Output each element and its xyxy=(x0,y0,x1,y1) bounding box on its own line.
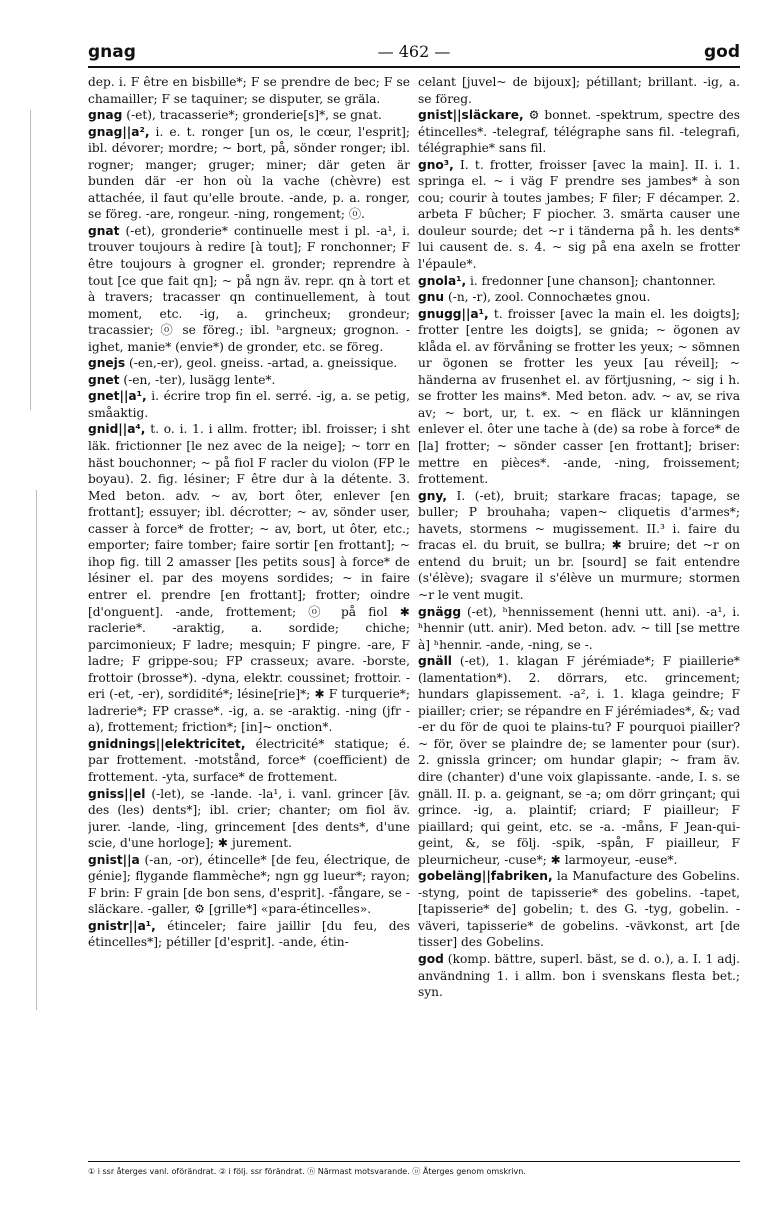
entry: gnägg (-et), ʰhennissement (henni utt. ani). -a¹, i. ʰhennir (utt. anir). Med beton. adv. ~ till [se mettre à] ʰhennir. -ande, -ning, se -. xyxy=(418,604,740,652)
headword: gnag xyxy=(88,108,123,123)
entry: gnugg||a¹, t. froisser [avec la main el. les doigts]; frotter [entre les doigts], se gnida; ~ ögonen av klåda el. av förvåning se frotter les yeux; ~ sömnen ur ögonen se frotter les yeux [au réveil]; ~ händerna av frusenhet el. av förtjusning, ~ sig i h. se frotter les mains*. Med beton. adv. ~ av, se riva av; ~ bort, ur, t. ex. ~ en fläck ur klänningen enlever el. ôter une tache à (de) sa robe à force* de [la] frotter; ~ sönder casser [en frottant]; briser: mettre en pièces*. -ande, -ning, froissement; frottement. xyxy=(418,306,740,487)
entry: gnag (-et), tracasserie*; gronderie[s]*, se gnat. xyxy=(88,108,382,123)
headword: gnidnings||elektricitet, xyxy=(88,736,246,751)
entry: god (komp. bättre, superl. bäst, se d. o.), a. I. 1 adj. användning 1. i allm. bon i svenskans flesta bet.; syn. xyxy=(418,951,740,1000)
headword: gniss||el xyxy=(88,786,146,801)
headword: gnat xyxy=(88,223,120,238)
entry: gnet||a¹, i. écrire trop fin el. serré. -ig, a. se petig, småaktig. xyxy=(88,389,410,420)
entry: gny, I. (-et), bruit; starkare fracas; tapage, se buller; P brouhaha; vapen~ cliquetis d'armes*; havets, stormens ~ mugissement. II.³ i. faire du fracas el. du bruit, se bullra; ✱ bruire; det ~r on entend du bruit; un br. [sourd] se fait entendre (s'élève); svagare il s'élève un murmure; stormen ~r le vent mugit. xyxy=(418,488,740,602)
entry: gnola¹, i. fredonner [une chanson]; chantonner. xyxy=(418,273,716,288)
entry: gnid||a⁴, t. o. i. 1. i allm. frotter; ibl. froisser; i sht läk. frictionner [le nez avec de la neige]; ~ torr en häst bouchonner; ~ på fiol F racler du violon (FP le boyau). 2. fig. lésiner; F être dur à la détente. 3. Med beton. adv. ~ av, bort ôter, enlever [en frottant]; essuyer; ibl. décrotter; ~ av, sönder user, casser à force* de frotter; ~ av, bort, ut ôter, etc.; emporter; faire tomber; faire sortir [en frottant]; ~ ihop fig. till 2 amasser [les petits sous] à force* de lésiner el. par des moyens sordides; ~ in faire entrer el. prendre [en frottant]; frotter; oindre [d'onguent]. -ande, frottement; ⓞ på fiol ✱ raclerie*. -araktig, a. sordide; chiche; parcimonieux; F ladre; mesquin; F pingre. -are, F ladre; F grippe-sou; FP crasseux; avare. -borste, frottoir (brosse*). -dyna, elektr. coussinet; frottoir. -eri (-et, -er), sordidité*; lésine[rie]*; ✱ F turquerie*; ladrerie*; FP crasse*. -ig, a. se -araktig. -ning (jfr -a), frottement; friction*; [in]~ onction*. xyxy=(88,422,410,735)
entry: gno³, I. t. frotter, froisser [avec la main]. II. i. 1. springa el. ~ i väg F prendre ses jambes* à son cou; courir à toutes jambes; F filer; F décamper. 2. arbeta F bûcher; F piocher. 3. smärta causer une douleur sourde; det ~r i tänderna på h. les dents* lui causent de. s. 4. ~ sig på ena axeln se frotter l'épaule*. xyxy=(418,157,740,272)
footnote-legend: ① i ssr återges vanl. oförändrat. ② i följ. ssr förändrat. ⓝ Närmast motsvarande. ⓞ Återges genom omskrivn. xyxy=(88,1167,526,1176)
headword: gnet xyxy=(88,372,120,387)
headword: gnid||a⁴, xyxy=(88,422,146,437)
page-header xyxy=(88,42,740,66)
entry: gnejs (-en,-er), geol. gneiss. -artad, a. gneissique. xyxy=(88,356,398,371)
entry: gnet (-en, -ter), lusägg lente*. xyxy=(88,372,276,387)
headword: gnet||a¹, xyxy=(88,389,147,404)
headword: gny, xyxy=(418,488,448,503)
headword: gnugg||a¹, xyxy=(418,306,489,321)
header-rule xyxy=(88,66,740,68)
entry: gnag||a², i. e. t. ronger [un os, le cœur, l'esprit]; ibl. dévorer; mordre; ~ bort, på, sönder ronger; ibl. rogner; manger; gruger; miner; där geten är bunden där -er hon où la vache (chèvre) est attachée, il faut qu'elle broute. -ande, p. a. ronger, se föreg. -are, rongeur. -ning, rongement; ⓞ. xyxy=(88,124,410,222)
entry: gnist||a (-an, -or), étincelle* [de feu, électrique, de génie]; flygande flammèche*; ngn gg lueur*; rayon; F brin: F grain [de bon sens, d'esprit]. -fångare, se -släckare. -galler, ⚙ [grille*] «para-étincelles». xyxy=(88,852,410,917)
headword: gnist||släckare, xyxy=(418,108,524,123)
entry: gnidnings||elektricitet, électricité* statique; é. par frottement. -motstånd, force* (coefficient) de frottement. -yta, surface* de frottement. xyxy=(88,736,410,784)
headword: gnist||a xyxy=(88,852,140,867)
headword: gnag||a², xyxy=(88,124,150,139)
headword: gnu xyxy=(418,290,445,305)
scan-margin-marks xyxy=(0,70,60,1150)
headword: gnejs xyxy=(88,356,126,371)
right-column xyxy=(418,74,740,1154)
header-left-guideword: gnag xyxy=(88,42,136,62)
headword: gnägg xyxy=(418,604,462,619)
header-right-guideword: god xyxy=(703,42,740,62)
entry: celant [juvel~ de bijoux]; pétillant; brillant. -ig, a. se föreg. xyxy=(418,75,740,106)
entry: gnäll (-et), 1. klagan F jérémiade*; F piaillerie* (lamentation*). 2. dörrars, etc. grincement; hundars glapissement. -a², i. 1. klaga geindre; F piailler; crier; se répandre en F jérémiades*, &; vad -er du för de quoi te plains-tu? F pourquoi piailler? ~ för, över se plaindre de; se lamenter pour (sur). 2. gnissla grincer; om hundar glapir; ~ fram äv. dire (chanter) d'une voix glapissante. -ande, I. s. se gnäll. II. p. a. geignant, se -a; om dörr grinçant; qui grince. -ig, a. plaintif; criard; F piailleur; F piaillard; qui geint, etc. se -a. -måns, F Jean-qui-geint, &, se följ. -spik, -spån, F piailleur, F pleurnicheur, -cuse*; ✱ larmoyeur, -euse*. xyxy=(418,654,740,867)
left-column xyxy=(88,74,410,1154)
entry: gnistr||a¹, étinceler; faire jaillir [du feu, des étincelles*]; pétiller [d'esprit]. -ande, étin- xyxy=(88,918,410,950)
entry: gnat (-et), gronderie* continuelle mest i pl. -a¹, i. trouver toujours à redire [à tout]; F ronchonner; F être toujours à grogner el. gronder; reprendre à tout [ce que fait qn]; ~ på ngn äv. repr. qn à tort et à travers; tracasser qn continuellement, à tout moment, etc. -ig, a. grincheux; grondeur; tracassier; ⓞ se föreg.; ibl. ʰargneux; grognon. -ighet, manie* (envie*) de gronder, etc. se föreg. xyxy=(88,223,410,354)
headword: gnola¹, xyxy=(418,273,467,288)
headword: gobeläng||fabriken, xyxy=(418,869,553,884)
page-number: — 462 — xyxy=(377,42,451,61)
entry: gnu (-n, -r), zool. Connochætes gnou. xyxy=(418,290,651,305)
headword: gnistr||a¹, xyxy=(88,918,156,933)
entry: gnist||släckare, ⚙ bonnet. -spektrum, spectre des étincelles*. -telegraf, télégraphe sans fil. -telegrafi, télégraphie* sans fil. xyxy=(418,108,740,156)
entry: dep. i. F être en bisbille*; F se prendre de bec; F se chamailler; F se taquiner; se disputer, se gräla. xyxy=(88,75,410,106)
entry: gniss||el (-let), se -lande. -la¹, i. vanl. grincer [äv. des (les) dents*]; ibl. crier; chanter; om fiol äv. jurer. -lande, -ling, grincement [des dents*, d'une scie, d'une horloge]; ✱ jurement. xyxy=(88,786,410,851)
footer-rule xyxy=(88,1161,740,1162)
headword: gno³, xyxy=(418,157,454,172)
entry: gobeläng||fabriken, la Manufacture des Gobelins. -styng, point de tapisserie* des gobelins. -tapet, [tapisserie* de] gobelin; t. des G. -tyg, gobelin. -väveri, tapisserie* de gobelins. -vävkonst, art [de tisser] des Gobelins. xyxy=(418,869,740,950)
headword: gnäll xyxy=(418,654,452,669)
headword: god xyxy=(418,951,444,966)
